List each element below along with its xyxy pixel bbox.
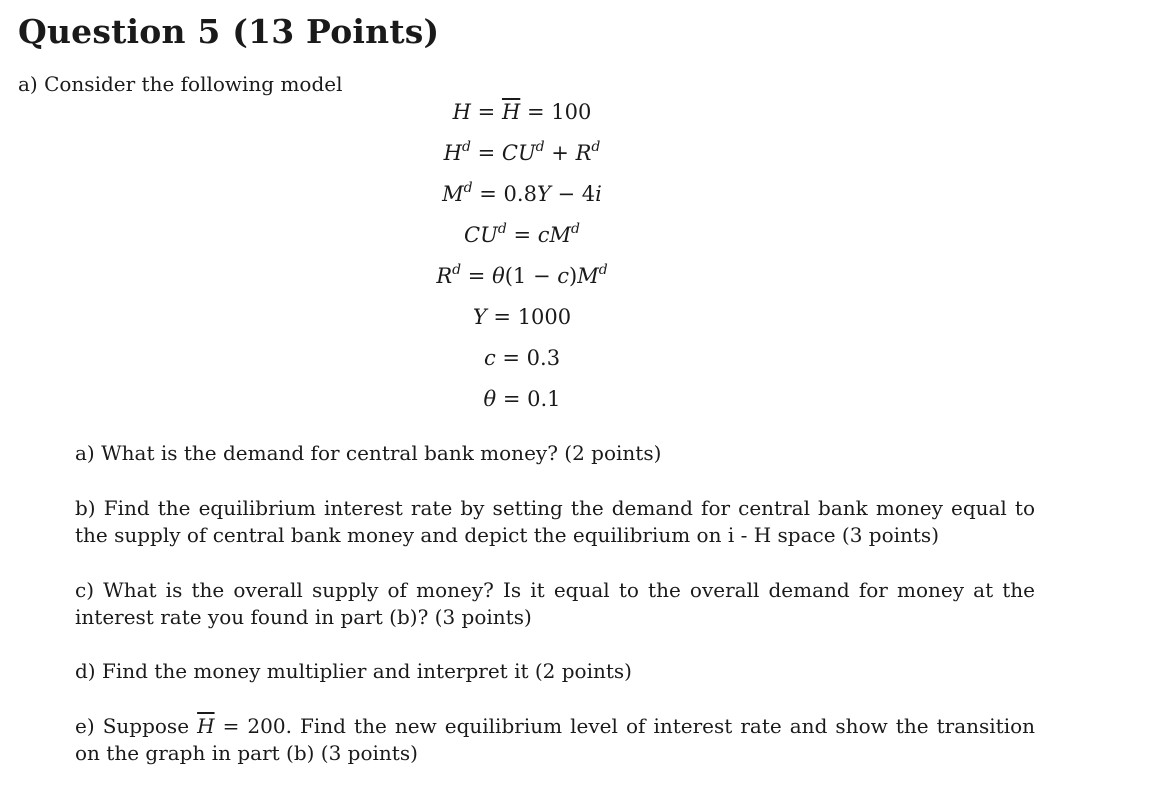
y-value: 1000 <box>517 305 572 329</box>
question-e-prefix: e) Suppose <box>75 714 190 738</box>
question-e <box>75 713 1035 767</box>
equation-h-demand: $H^d = CU^d + R^d$ <box>443 139 601 165</box>
question-d: d) Find the money multiplier and interpret it (2 points) <box>75 659 632 683</box>
question-e-suffix: Find the new equilibrium level of interest rate and show the transition on the graph in part (b) (3 points) <box>75 714 1036 765</box>
c-value: 0.3 <box>526 346 561 370</box>
intro-text: a) Consider the following model <box>18 72 343 96</box>
h-value: 100 <box>551 100 592 124</box>
equation-currency-demand: $CU^d = cM^d$ <box>464 221 580 247</box>
question-c: c) What is the overall supply of money? Is it equal to the overall demand for money at the interest rate you found in part (b)? (3 points) <box>75 578 1035 629</box>
equation-income: Y = 1000 <box>472 305 572 329</box>
equation-h-supply: $H = \overline{H} = 100$ <box>452 100 592 124</box>
equation-theta: θ = 0.1 <box>483 387 561 411</box>
question-e-value: = 200. <box>222 714 292 738</box>
equation-money-demand: $M^d = 0.8Y - 4i$ <box>442 180 602 206</box>
theta-value: 0.1 <box>527 387 561 411</box>
equation-reserves-demand: $R^d = \theta(1 - c)M^d$ <box>436 262 608 288</box>
equation-c: c = 0.3 <box>483 346 561 370</box>
question-title: Question 5 (13 Points) <box>18 12 440 51</box>
question-a: a) What is the demand for central bank money? (2 points) <box>75 441 662 465</box>
question-b: b) Find the equilibrium interest rate by setting the demand for central bank money equal to the supply of central bank money and depict the equilibrium on i - H space (3 points) <box>75 496 1035 547</box>
h-bar-symbol: $\overline{H}$ <box>197 714 215 738</box>
